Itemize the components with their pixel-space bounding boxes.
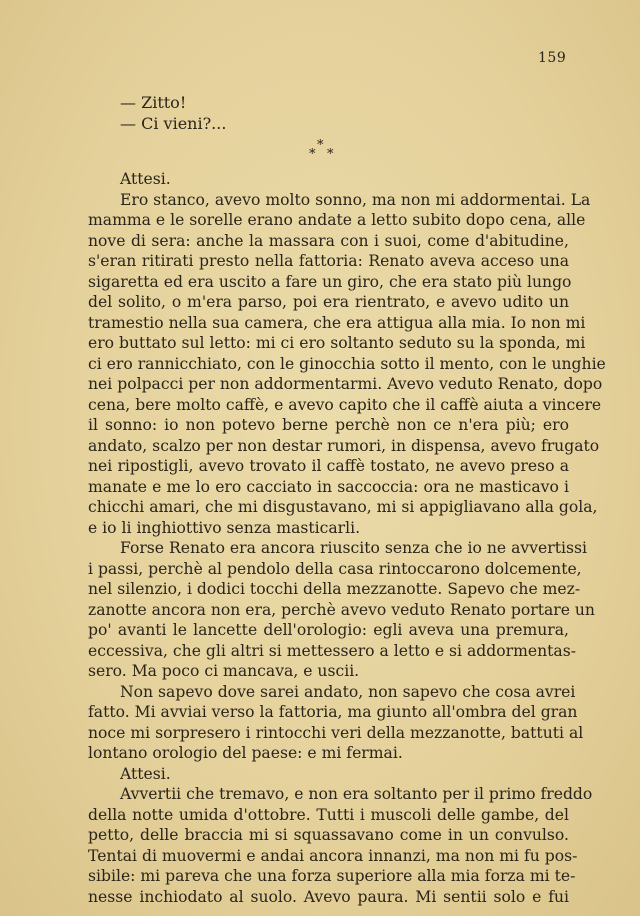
dialogue-line: — Zitto! [120, 93, 187, 112]
asterism-star: * [309, 147, 316, 162]
text-line: eccessiva, che gli altri si mettessero a letto e si addormentas- [88, 641, 576, 660]
text-line: s'eran ritirati presto nella fattoria: Renato aveva acceso una [88, 252, 569, 270]
text-line: manate e me lo ero cacciato in saccoccia: ora ne masticavo i [88, 477, 569, 496]
asterism-separator [305, 138, 345, 166]
text-line: Non sapevo dove sarei andato, non sapevo che cosa avrei [120, 682, 576, 701]
text-line: Attesi. [120, 764, 171, 783]
text-line: mamma e le sorelle erano andate a letto subito dopo cena, alle [88, 211, 586, 229]
asterism-star: * [327, 147, 334, 162]
text-line: andato, scalzo per non destar rumori, in dispensa, avevo frugato [88, 436, 600, 455]
text-line: po' avanti le lancette dell'orologio: egli aveva una premura, [88, 621, 569, 639]
text-line: lontano orologio del paese: e mi fermai. [88, 744, 403, 762]
body-text [88, 169, 606, 907]
text-line: della notte umida d'ottobre. Tutti i muscoli delle gambe, del [88, 805, 569, 824]
text-line: Tentai di muovermi e andai ancora innanzi, ma non mi fu pos- [88, 846, 578, 865]
text-line: chicchi amari, che mi disgustavano, mi si appigliavano alla gola, [88, 498, 598, 516]
text-line: del solito, o m'era parso, poi era rientrato, e avevo udito un [88, 293, 569, 311]
dialogue-line: — Ci vieni?... [120, 114, 227, 133]
text-line: il sonno: io non potevo berne perchè non ce n'era più; ero [88, 416, 569, 434]
text-line: nei polpacci per non addormentarmi. Avevo veduto Renato, dopo [88, 375, 603, 393]
text-line: noce mi sorpresero i rintocchi veri della mezzanotte, battuti al [88, 723, 584, 742]
text-line: nesse inchiodato al suolo. Avevo paura. Mi sentii solo e fui [88, 887, 569, 906]
text-line: cena, bere molto caffè, e avevo capito che il caffè aiuta a vincere [88, 395, 602, 414]
text-line: nove di sera: anche la massara con i suoi, come d'abitudine, [88, 231, 569, 250]
text-line: ci ero rannicchiato, con le ginocchia sotto il mento, con le unghie [88, 354, 606, 373]
text-line: Ero stanco, avevo molto sonno, ma non mi addormentai. La [120, 190, 591, 209]
text-line: petto, delle braccia mi si squassavano come in un convulso. [88, 826, 569, 844]
page-number: 159 [538, 50, 567, 66]
text-line: i passi, perchè al pendolo della casa rintoccarono dolcemente, [88, 559, 582, 578]
text-line: zanotte ancora non era, perchè avevo veduto Renato portare un [88, 600, 595, 619]
text-line: fatto. Mi avviai verso la fattoria, ma giunto all'ombra del gran [88, 703, 578, 721]
text-line: Attesi. [120, 170, 171, 188]
text-line: nei ripostigli, avevo trovato il caffè tostato, ne avevo preso a [88, 457, 569, 475]
text-line: Forse Renato era ancora riuscito senza che io ne avvertissi [120, 539, 587, 557]
text-line: ero buttato sul letto: mi ci ero soltanto seduto su la sponda, mi [88, 334, 586, 352]
dialogue-block [120, 92, 226, 134]
text-line: e io li inghiottivo senza masticarli. [88, 518, 361, 537]
text-line: sero. Ma poco ci mancava, e uscii. [88, 662, 360, 680]
text-line: nel silenzio, i dodici tocchi della mezzanotte. Sapevo che mez- [88, 580, 581, 598]
asterism-star: * [317, 138, 324, 153]
text-line: sibile: mi pareva che una forza superiore alla mia forza mi te- [88, 867, 576, 885]
text-line: sigaretta ed era uscito a fare un giro, che era stato più lungo [88, 272, 572, 291]
text-line: tramestio nella sua camera, che era attigua alla mia. Io non mi [88, 313, 586, 332]
text-line: Avvertii che tremavo, e non era soltanto per il primo freddo [120, 785, 593, 803]
